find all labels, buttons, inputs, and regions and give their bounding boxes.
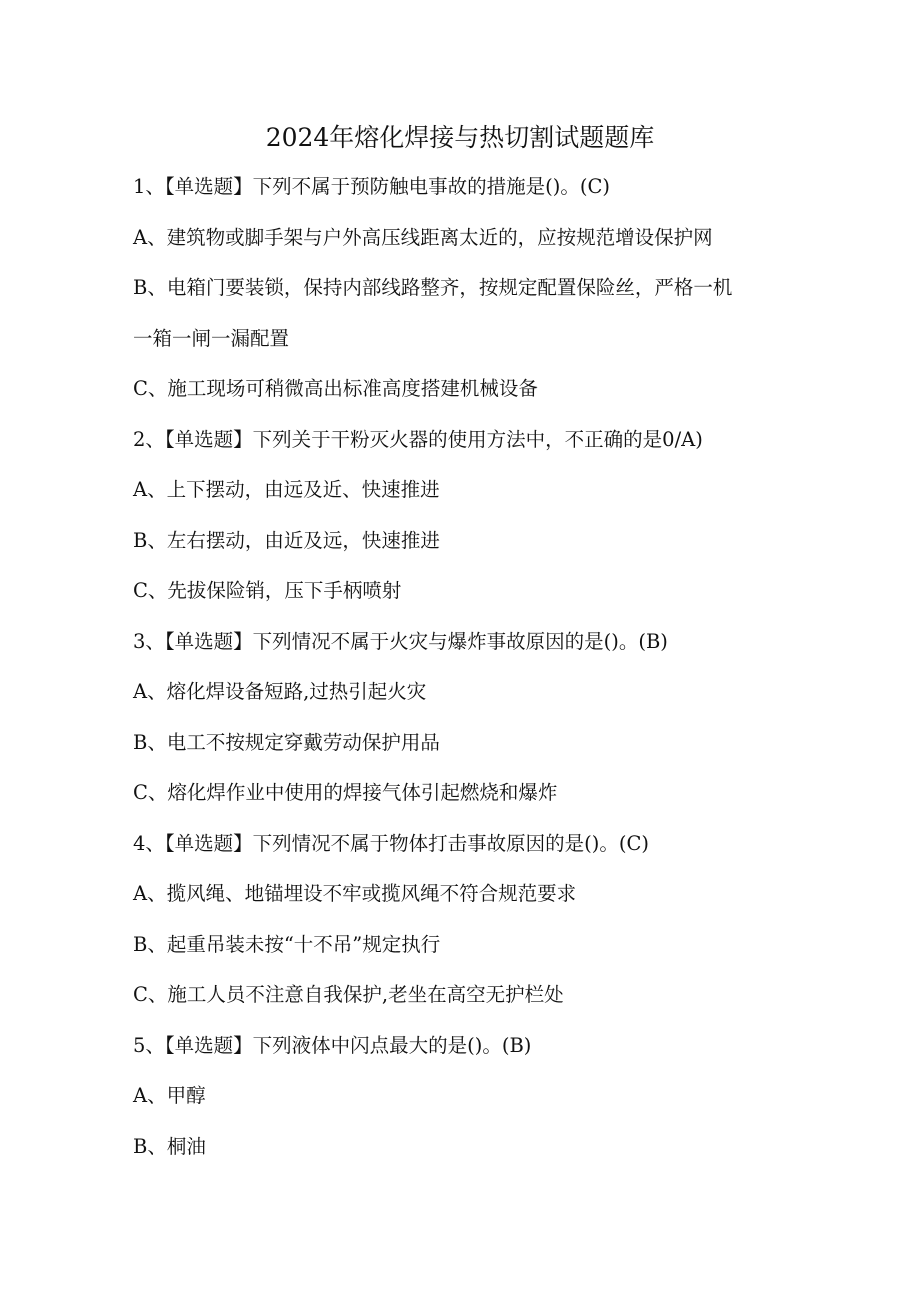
question-1-option-a: A、建筑物或脚手架与户外高压线距离太近的，应按规范增设保护网 <box>133 225 713 249</box>
question-5-option-b: B、桐油 <box>133 1134 206 1158</box>
question-3-option-c: C、熔化焊作业中使用的焊接气体引起燃烧和爆炸 <box>133 781 558 804</box>
question-2-option-b: B、左右摆动，由近及远，快速推进 <box>133 528 440 552</box>
question-2-stem: 2、【单选题】下列关于干粉灭火器的使用方法中，不正确的是0/A) <box>133 427 703 451</box>
question-list <box>133 172 783 1182</box>
question-3-stem: 3、【单选题】下列情况不属于火灾与爆炸事故原因的是()。(B) <box>133 629 668 653</box>
question-4-option-b: B、起重吊装未按“十不吊”规定执行 <box>133 932 441 956</box>
question-1-option-b: B、电箱门要装锁，保持内部线路整齐，按规定配置保险丝，严格一机 <box>133 276 733 299</box>
document-title: 2024年熔化焊接与热切割试题题库 <box>265 123 655 152</box>
question-1-option-b-continued: 一箱一闸一漏配置 <box>133 326 290 350</box>
question-4-option-a: A、揽风绳、地锚埋设不牢或揽风绳不符合规范要求 <box>133 882 577 905</box>
question-1-option-c: C、施工现场可稍微高出标准高度搭建机械设备 <box>133 377 538 400</box>
question-2-option-c: C、先拔保险销，压下手柄喷射 <box>133 579 402 602</box>
question-1-stem: 1、【单选题】下列不属于预防触电事故的措施是()。(C) <box>133 175 611 198</box>
question-4-stem: 4、【单选题】下列情况不属于物体打击事故原因的是()。(C) <box>133 831 650 855</box>
question-5-stem: 5、【单选题】下列液体中闪点最大的是()。(B) <box>133 1033 532 1057</box>
question-3-option-b: B、电工不按规定穿戴劳动保护用品 <box>133 730 440 754</box>
question-5-option-a: A、甲醇 <box>133 1084 206 1107</box>
question-3-option-a: A、熔化焊设备短路,过热引起火灾 <box>133 680 427 703</box>
question-2-option-a: A、上下摆动，由远及近、快速推进 <box>133 478 440 501</box>
question-4-option-c: C、施工人员不注意自我保护,老坐在高空无护栏处 <box>133 983 564 1006</box>
